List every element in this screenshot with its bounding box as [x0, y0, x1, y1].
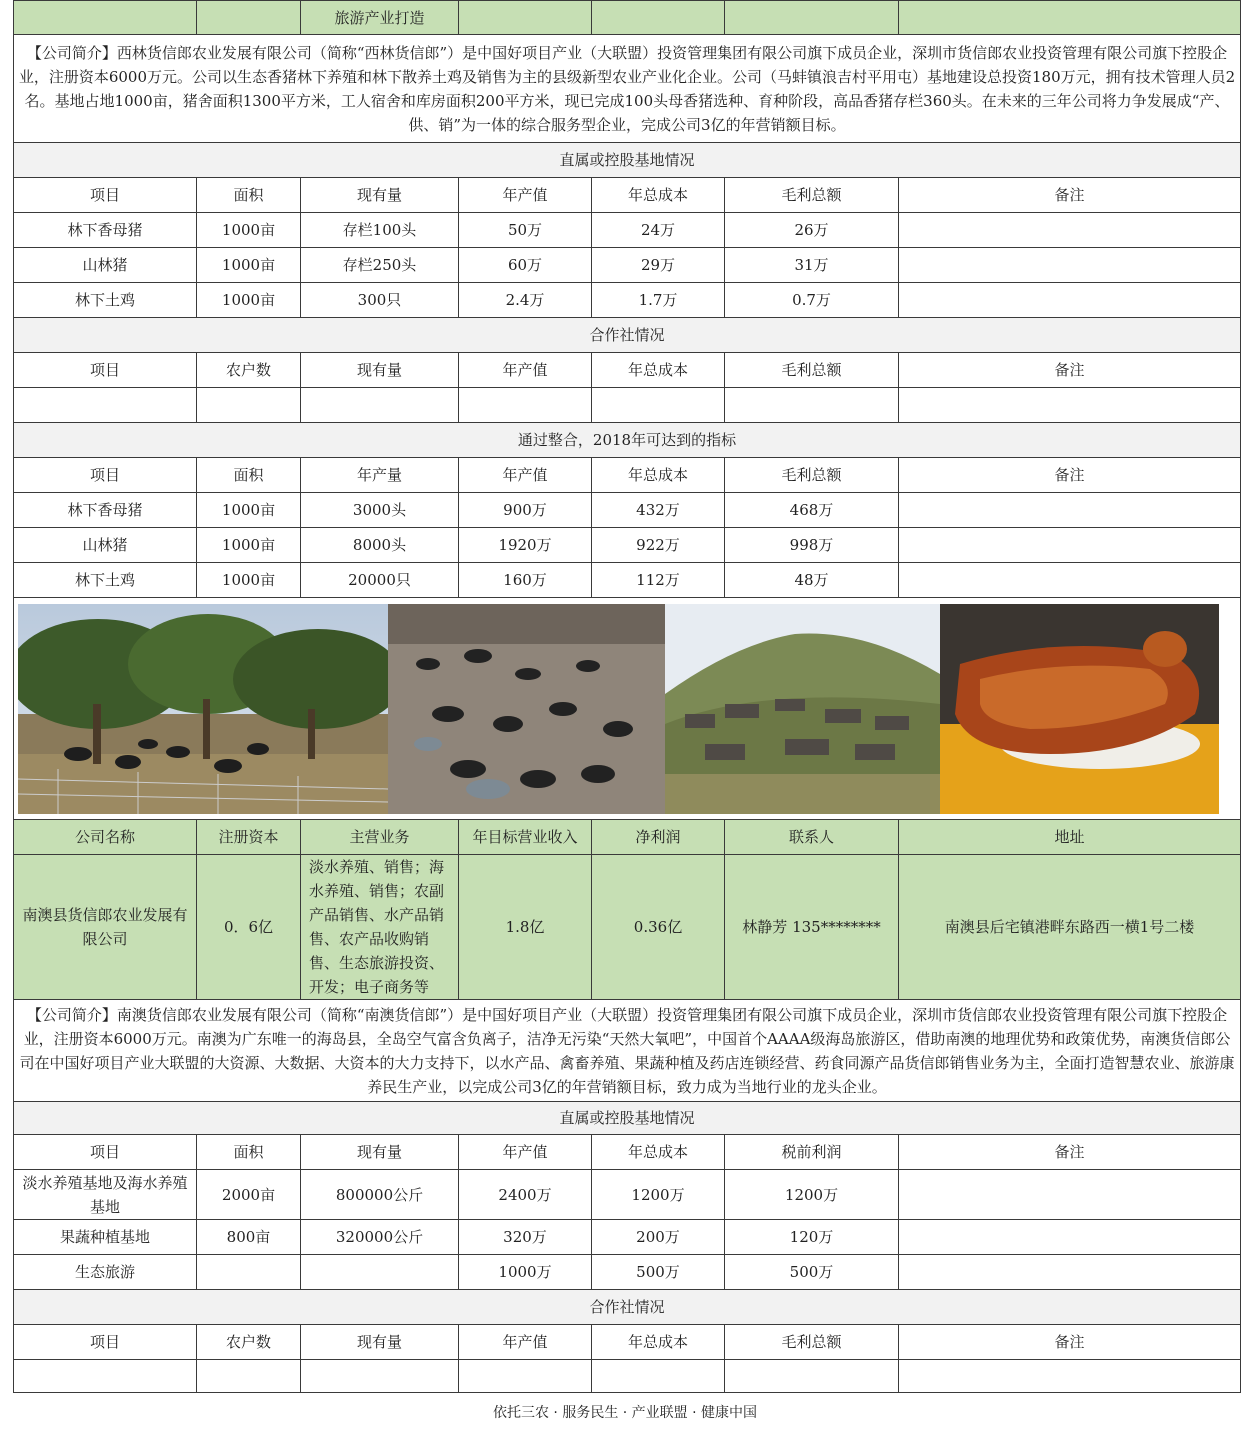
document-sheet [13, 0, 1240, 1393]
table-cell: 山林猪 [14, 248, 197, 283]
xilin-company-intro: 【公司简介】西林货信郎农业发展有限公司（简称“西林货信郎”）是中国好项目产业（大联盟）投资管理集团有限公司旗下成员企业，深圳市货信郎农业投资管理有限公司旗下控股企业，注册资本6000万元。公司以生态香猪林下养殖和林下散养土鸡及销售为主的县级新型农业产业化企业。公司（马蚌镇浪吉村平用屯）基地建设总投资180万元，拥有技术管理人员2名。基地占地1000亩，猪舍面积1300平方米，工人宿舍和库房面积200平方米，现已完成100头母香猪选种、育种阶段，高品香猪存栏360头。在未来的三年公司将力争发展成“产、供、销”为一体的综合服务型企业，完成公司3亿的年营销额目标。 [14, 35, 1241, 143]
pigs-under-trees-photo [18, 604, 388, 814]
table-cell [725, 1360, 899, 1393]
column-header: 备注 [899, 1135, 1241, 1170]
xilin-coop-section-title: 合作社情况 [14, 318, 1241, 353]
column-header: 项目 [14, 353, 197, 388]
table-cell [899, 528, 1241, 563]
nanao-coop-header-row [14, 1325, 1241, 1360]
column-header: 毛利总额 [725, 353, 899, 388]
column-header: 农户数 [197, 353, 301, 388]
table-cell: 1000亩 [197, 528, 301, 563]
black-pigs-in-pen-photo [388, 604, 665, 814]
xilin-base-section-title: 直属或控股基地情况 [14, 143, 1241, 178]
xilin-base-header-row [14, 178, 1241, 213]
table-cell: 0.7万 [725, 283, 899, 318]
table-cell [592, 1360, 725, 1393]
table-cell: 生态旅游 [14, 1255, 197, 1290]
xilin-target-section-title: 通过整合，2018年可达到的指标 [14, 423, 1241, 458]
column-header: 备注 [899, 178, 1241, 213]
table-cell [301, 1255, 459, 1290]
table-cell: 432万 [592, 493, 725, 528]
net-profit: 0.36亿 [592, 855, 725, 1000]
table-cell: 24万 [592, 213, 725, 248]
table-cell: 300只 [301, 283, 459, 318]
nanao-base-header-row [14, 1135, 1241, 1170]
photo-strip [18, 604, 1236, 814]
page-footer: 依托三农 · 服务民生 · 产业联盟 · 健康中国 [492, 1405, 758, 1421]
table-cell: 20000只 [301, 563, 459, 598]
top-cell [14, 1, 197, 35]
table-cell: 26万 [725, 213, 899, 248]
table-cell [14, 1360, 197, 1393]
photo-row [14, 598, 1241, 820]
empty-row [14, 1360, 1241, 1393]
column-header: 毛利总额 [725, 458, 899, 493]
empty-row [14, 388, 1241, 423]
xilin-intro-row [14, 35, 1241, 143]
table-cell [197, 388, 301, 423]
top-row [14, 1, 1241, 35]
column-header: 年总成本 [592, 353, 725, 388]
table-row [14, 1170, 1241, 1220]
table-cell: 1200万 [725, 1170, 899, 1220]
column-header: 年总成本 [592, 1135, 725, 1170]
table-cell: 500万 [725, 1255, 899, 1290]
column-header: 净利润 [592, 820, 725, 855]
table-cell: 1000亩 [197, 563, 301, 598]
table-row [14, 563, 1241, 598]
table-cell: 29万 [592, 248, 725, 283]
table-cell [899, 563, 1241, 598]
table-row [14, 493, 1241, 528]
section-row [14, 423, 1241, 458]
table-row [14, 528, 1241, 563]
top-cell [197, 1, 301, 35]
table-cell [899, 283, 1241, 318]
target-revenue: 1.8亿 [459, 855, 592, 1000]
column-header: 现有量 [301, 1325, 459, 1360]
table-cell: 1200万 [592, 1170, 725, 1220]
column-header: 备注 [899, 458, 1241, 493]
column-header: 年总成本 [592, 178, 725, 213]
table-cell: 800000公斤 [301, 1170, 459, 1220]
table-cell: 200万 [592, 1220, 725, 1255]
table-cell: 果蔬种植基地 [14, 1220, 197, 1255]
table-cell: 320000公斤 [301, 1220, 459, 1255]
section-row [14, 143, 1241, 178]
xilin-coop-header-row [14, 353, 1241, 388]
table-cell [899, 493, 1241, 528]
column-header: 项目 [14, 458, 197, 493]
nanao-company-intro: 【公司简介】南澳货信郎农业发展有限公司（简称“南澳货信郎”）是中国好项目产业（大联盟）投资管理集团有限公司旗下成员企业，深圳市货信郎农业投资管理有限公司旗下控股企业，注册资本6000万元。南澳为广东唯一的海岛县，全岛空气富含负离子，洁净无污染“天然大氧吧”，中国首个AAAA级海岛旅游区，借助南澳的地理优势和政策优势，南澳货信郎公司在中国好项目产业大联盟的大资源、大数据、大资本的大力支持下，以水产品、禽畜养殖、果蔬种植及药店连锁经营、药食同源产品货信郎销售业务为主，全面打造智慧农业、旅游康养民生产业，以完成公司3亿的年营销额目标，致力成为当地行业的龙头企业。 [14, 1000, 1241, 1102]
table-cell [301, 388, 459, 423]
column-header: 备注 [899, 1325, 1241, 1360]
table-cell [899, 1360, 1241, 1393]
column-header: 税前利润 [725, 1135, 899, 1170]
table-cell [197, 1255, 301, 1290]
table-cell: 48万 [725, 563, 899, 598]
table-cell: 2000亩 [197, 1170, 301, 1220]
table-cell: 林下香母猪 [14, 213, 197, 248]
table-row [14, 213, 1241, 248]
table-cell: 998万 [725, 528, 899, 563]
company-address: 南澳县后宅镇港畔东路西一横1号二楼 [899, 855, 1241, 1000]
nanao-header-row [14, 820, 1241, 855]
top-cell [459, 1, 592, 35]
top-cell [592, 1, 725, 35]
column-header: 现有量 [301, 353, 459, 388]
table-cell [459, 388, 592, 423]
table-cell: 468万 [725, 493, 899, 528]
section-row [14, 1102, 1241, 1135]
table-cell: 2400万 [459, 1170, 592, 1220]
column-header: 项目 [14, 1325, 197, 1360]
nanao-base-section-title: 直属或控股基地情况 [14, 1102, 1241, 1135]
table-cell: 2.4万 [459, 283, 592, 318]
column-header: 面积 [197, 1135, 301, 1170]
table-cell: 淡水养殖基地及海水养殖基地 [14, 1170, 197, 1220]
table-cell: 900万 [459, 493, 592, 528]
table-cell: 922万 [592, 528, 725, 563]
table-cell: 1000亩 [197, 283, 301, 318]
section-row [14, 318, 1241, 353]
contact-person: 林静芳 135******** [725, 855, 899, 1000]
top-cell [899, 1, 1241, 35]
column-header: 地址 [899, 820, 1241, 855]
column-header: 年目标营业收入 [459, 820, 592, 855]
table-cell: 31万 [725, 248, 899, 283]
table-cell [899, 1170, 1241, 1220]
table-cell: 8000头 [301, 528, 459, 563]
table-cell: 林下土鸡 [14, 563, 197, 598]
table-cell [899, 213, 1241, 248]
xilin-target-header-row [14, 458, 1241, 493]
company-name: 南澳县货信郎农业发展有限公司 [14, 855, 197, 1000]
column-header: 年总成本 [592, 458, 725, 493]
nanao-coop-section-title: 合作社情况 [14, 1290, 1241, 1325]
table-cell: 120万 [725, 1220, 899, 1255]
table-cell [899, 1220, 1241, 1255]
column-header: 项目 [14, 1135, 197, 1170]
column-header: 注册资本 [197, 820, 301, 855]
hillside-village-photo [665, 604, 940, 814]
nanao-intro-row [14, 1000, 1241, 1102]
table-cell: 320万 [459, 1220, 592, 1255]
table-cell: 存栏100头 [301, 213, 459, 248]
registered-capital: 0．6亿 [197, 855, 301, 1000]
table-cell [301, 1360, 459, 1393]
column-header: 面积 [197, 458, 301, 493]
table-cell: 1000亩 [197, 213, 301, 248]
table-cell [899, 248, 1241, 283]
table-cell: 60万 [459, 248, 592, 283]
roast-pork-leg-photo [940, 604, 1219, 814]
column-header: 备注 [899, 353, 1241, 388]
table-cell: 500万 [592, 1255, 725, 1290]
column-header: 主营业务 [301, 820, 459, 855]
column-header: 面积 [197, 178, 301, 213]
table-row [14, 283, 1241, 318]
column-header: 年产量 [301, 458, 459, 493]
column-header: 年产值 [459, 1135, 592, 1170]
report-table [13, 0, 1241, 1393]
table-cell: 1920万 [459, 528, 592, 563]
column-header: 年产值 [459, 1325, 592, 1360]
section-row [14, 1290, 1241, 1325]
table-cell: 林下香母猪 [14, 493, 197, 528]
table-cell: 800亩 [197, 1220, 301, 1255]
column-header: 年产值 [459, 353, 592, 388]
table-cell: 160万 [459, 563, 592, 598]
top-cell [725, 1, 899, 35]
table-cell: 112万 [592, 563, 725, 598]
column-header: 年总成本 [592, 1325, 725, 1360]
table-cell [899, 1255, 1241, 1290]
table-cell [592, 388, 725, 423]
main-business: 淡水养殖、销售；海水养殖、销售；农副产品销售、水产品销售、农产品收购销售、生态旅游投资、开发；电子商务等 [301, 855, 459, 1000]
table-cell: 存栏250头 [301, 248, 459, 283]
column-header: 农户数 [197, 1325, 301, 1360]
column-header: 联系人 [725, 820, 899, 855]
table-cell [725, 388, 899, 423]
column-header: 现有量 [301, 1135, 459, 1170]
column-header: 毛利总额 [725, 178, 899, 213]
table-row [14, 1255, 1241, 1290]
table-cell: 1000亩 [197, 493, 301, 528]
column-header: 项目 [14, 178, 197, 213]
table-cell [459, 1360, 592, 1393]
table-row [14, 248, 1241, 283]
nanao-company-row [14, 855, 1241, 1000]
table-cell [197, 1360, 301, 1393]
column-header: 年产值 [459, 178, 592, 213]
top-cell-tourism: 旅游产业打造 [301, 1, 459, 35]
column-header: 毛利总额 [725, 1325, 899, 1360]
table-cell: 50万 [459, 213, 592, 248]
table-cell: 3000头 [301, 493, 459, 528]
column-header: 公司名称 [14, 820, 197, 855]
table-cell: 山林猪 [14, 528, 197, 563]
table-cell: 1000亩 [197, 248, 301, 283]
table-cell: 1.7万 [592, 283, 725, 318]
table-cell [14, 388, 197, 423]
table-cell [899, 388, 1241, 423]
photo-cell [14, 598, 1241, 820]
column-header: 现有量 [301, 178, 459, 213]
table-cell: 1000万 [459, 1255, 592, 1290]
column-header: 年产值 [459, 458, 592, 493]
table-cell: 林下土鸡 [14, 283, 197, 318]
table-row [14, 1220, 1241, 1255]
